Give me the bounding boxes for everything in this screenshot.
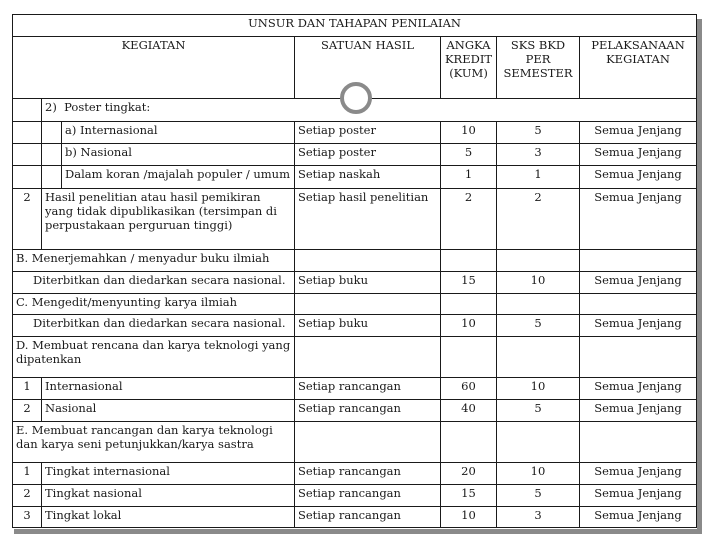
table-row: 2 Nasional Setiap rancangan 40 5 Semua Jenjang	[13, 399, 697, 421]
table-title: UNSUR DAN TAHAPAN PENILAIAN	[13, 15, 697, 37]
table-row: b) Nasional Setiap poster 5 3 Semua Jenjang	[13, 143, 697, 165]
section-row	[13, 294, 697, 314]
table-row: 1 Tingkat internasional Setiap rancangan 20 10 Semua Jenjang	[13, 462, 697, 484]
table-row: 3 Tingkat lokal Setiap rancangan 10 3 Semua Jenjang	[13, 506, 697, 527]
table-row: Dalam koran /majalah populer / umum Setiap naskah 1 1 Semua Jenjang	[13, 166, 697, 188]
table-row: Diterbitkan dan diedarkan secara nasional. Setiap buku 15 10 Semua Jenjang	[13, 271, 697, 293]
section-e-title: E. Membuat rancangan dan karya teknologi dan karya seni petunjukkan/karya sastra	[13, 422, 295, 463]
section-d-title: D. Membuat rencana dan karya teknologi yang dipatenkan	[13, 336, 295, 377]
table-row: 1 Internasional Setiap rancangan 60 10 Semua Jenjang	[13, 377, 697, 399]
section-row	[13, 249, 697, 271]
table-shadow-right	[697, 19, 702, 534]
table-row: Diterbitkan dan diedarkan secara nasional. Setiap buku 10 5 Semua Jenjang	[13, 314, 697, 336]
table-row: 2 Tingkat nasional Setiap rancangan 15 5 Semua Jenjang	[13, 485, 697, 506]
decorative-circle	[340, 82, 372, 114]
header-kegiatan: KEGIATAN	[13, 37, 295, 99]
section-c-title: C. Mengedit/menyunting karya ilmiah	[13, 294, 295, 314]
table-shadow-bottom	[14, 529, 702, 534]
row-poster-label: 2) Poster tingkat:	[42, 99, 697, 121]
section-row	[13, 336, 697, 377]
header-pelaksanaan: PELAKSANAAN KEGIATAN	[580, 37, 697, 99]
table-row: a) Internasional Setiap poster 10 5 Semua Jenjang	[13, 121, 697, 143]
header-angka-kredit: ANGKA KREDIT (KUM)	[441, 37, 497, 99]
title-row	[13, 15, 697, 37]
header-satuan: SATUAN HASIL	[295, 37, 441, 99]
section-b-title: B. Menerjemahkan / menyadur buku ilmiah	[13, 249, 295, 271]
section-row	[13, 422, 697, 463]
table-row: 2 Hasil penelitian atau hasil pemikiran yang tidak dipublikasikan (tersimpan di perpustakaan perguruan tinggi) Setiap hasil penelitian 2 2 Semua Jenjang	[13, 188, 697, 249]
header-sks: SKS BKD PER SEMESTER	[497, 37, 580, 99]
